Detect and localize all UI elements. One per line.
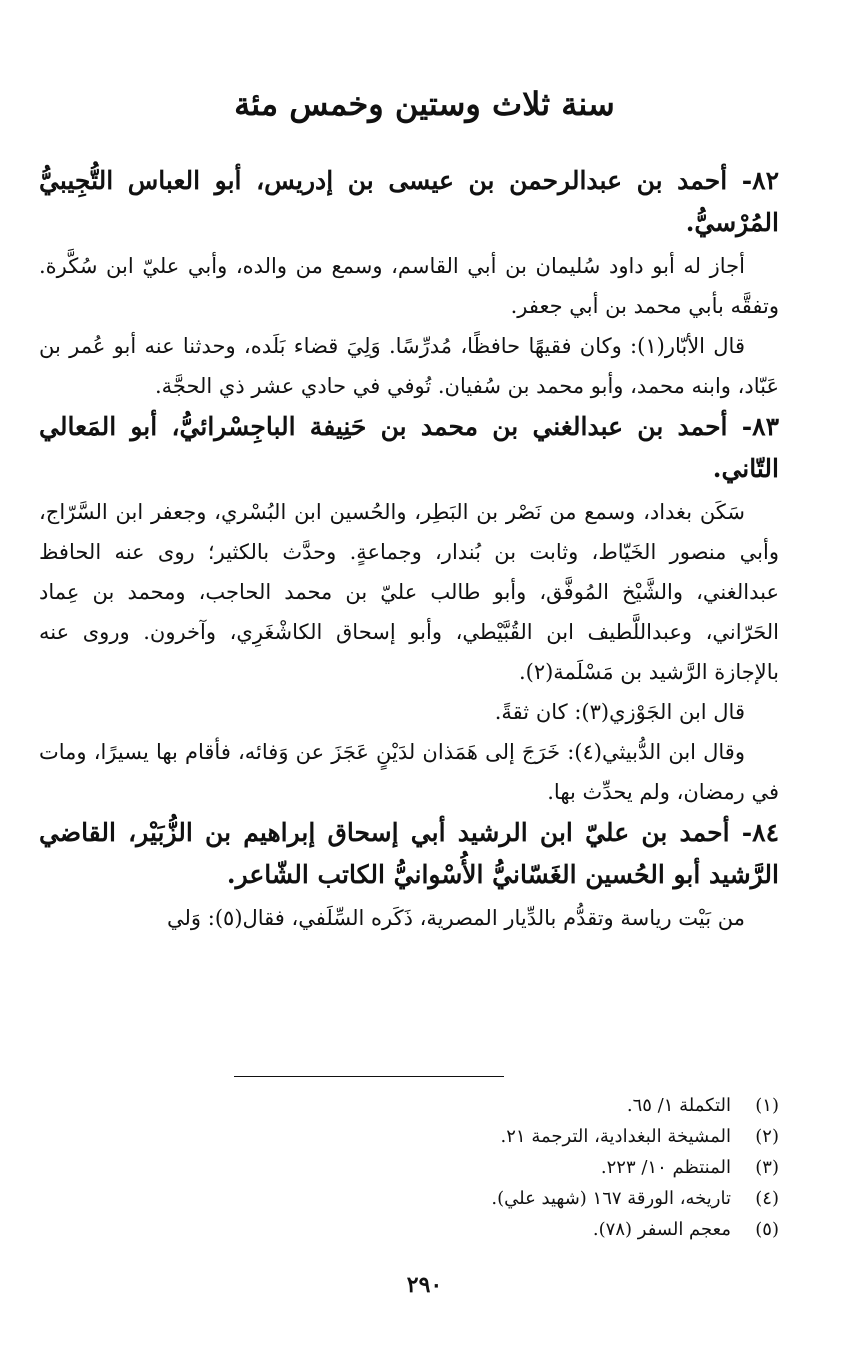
footnote-text: المشيخة البغدادية، الترجمة ٢١. <box>500 1126 731 1147</box>
footnote-text: معجم السفر (٧٨). <box>592 1219 731 1240</box>
footnotes <box>39 1090 779 1245</box>
footnote-item <box>39 1121 779 1152</box>
entry-paragraph: أجاز له أبو داود سُليمان بن أبي القاسم، وسمع من والده، وأبي عليّ ابن سُكَّرة. وتفقَّه بأبي محمد بن أبي جعفر. <box>39 254 779 318</box>
footnote-item <box>39 1152 779 1183</box>
footnote-item <box>39 1183 779 1214</box>
footnote-number: (٤) <box>755 1188 779 1209</box>
footnote-number: (٢) <box>755 1126 779 1147</box>
entry-heading: ٨٢- أحمد بن عبدالرحمن بن عيسى بن إدريس، أبو العباس التُّجِيبيُّ المُرْسيُّ. <box>39 166 779 237</box>
footnote-item <box>39 1090 779 1121</box>
footnote-number: (٣) <box>755 1157 779 1178</box>
footnote-item <box>39 1214 779 1245</box>
entry-82 <box>39 160 779 406</box>
footnote-divider <box>234 1076 504 1077</box>
entry-heading: ٨٤- أحمد بن عليّ ابن الرشيد أبي إسحاق إبراهيم بن الزُّبَيْر، القاضي الرَّشيد أبو الحُسين الغَسّانيُّ الأُسْوانيُّ الكاتب الشّاعر. <box>39 818 779 889</box>
footnote-text: تاريخه، الورقة ١٦٧ (شهيد علي). <box>491 1188 731 1209</box>
entry-paragraph: من بَيْت رياسة وتقدُّم بالدِّيار المصرية، ذَكَره السِّلَفي، فقال(٥): وَلي <box>167 906 745 930</box>
footnote-number: (٥) <box>755 1219 779 1240</box>
footnote-text: المنتظم ١٠/ ٢٢٣. <box>600 1157 731 1178</box>
entry-paragraph: سَكَن بغداد، وسمع من نَصْر بن البَطِر، والحُسين ابن البُسْري، وجعفر ابن السَّرّاج، وأبي منصور الخَيّاط، وثابت بن بُندار، وجماعةٍ. وحدَّث بالكثير؛ روى عنه الحافظ عبدالغني، والشَّيْخ المُوفَّق، وأبو طالب عليّ بن محمد الحاجب، ومحمد بن عِماد الحَرّاني، وعبداللَّطيف ابن القُبَّيْطي، وأبو إسحاق الكاشْغَرِي، وآخرون. وروى عنه بالإجازة الرَّشيد بن مَسْلَمة(٢). <box>39 500 779 684</box>
entry-84 <box>39 812 779 938</box>
entry-paragraph: وقال ابن الدُّبيثي(٤): خَرَجَ إلى هَمَذان لدَيْنٍ عَجَزَ عن وَفائه، فأقام بها يسيرًا، ومات في رمضان، ولم يحدِّث بها. <box>39 740 779 804</box>
footnote-text: التكملة ١/ ٦٥. <box>626 1095 731 1116</box>
entry-paragraph: قال ابن الجَوْزي(٣): كان ثقةً. <box>494 700 745 724</box>
entry-83 <box>39 406 779 812</box>
page-title: سنة ثلاث وستين وخمس مئة <box>234 85 615 123</box>
entry-paragraph: قال الأبّار(١): وكان فقيهًا حافظًا، مُدرِّسًا. وَلِيَ قضاء بَلَده، وحدثنا عنه أبو عُمر بن عَبّاد، وابنه محمد، وأبو محمد بن سُفيان. تُوفي في حادي عشر ذي الحجَّة. <box>39 334 779 398</box>
page-number: ٢٩٠ <box>406 1272 443 1298</box>
main-content <box>39 160 779 938</box>
entry-heading: ٨٣- أحمد بن عبدالغني بن محمد بن حَنِيفة الباجِسْرائيُّ، أبو المَعالي التّاني. <box>39 412 779 483</box>
footnote-number: (١) <box>755 1095 779 1116</box>
